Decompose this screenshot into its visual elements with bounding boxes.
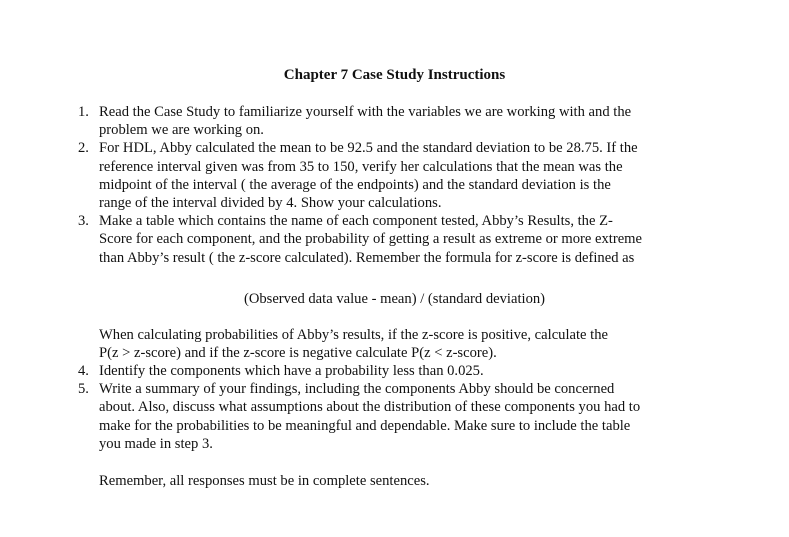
list-item-line: range of the interval divided by 4. Show your calculations. <box>99 195 442 212</box>
list-item-number: 3. <box>78 213 89 230</box>
list-item-line: reference interval given was from 35 to 150, verify her calculations that the mean was the <box>99 158 623 175</box>
list-item-line: Make a table which contains the name of each component tested, Abby’s Results, the Z- <box>99 213 613 230</box>
instruction-list-continued <box>0 362 789 453</box>
list-item-line: than Abby’s result ( the z-score calculated). Remember the formula for z-score is defined as <box>99 249 635 266</box>
document-title: Chapter 7 Case Study Instructions <box>283 67 506 83</box>
list-item-line: make for the probabilities to be meaningful and dependable. Make sure to include the table <box>99 417 631 434</box>
list-item-line: about. Also, discuss what assumptions about the distribution of these components you had to <box>99 399 641 416</box>
list-item <box>0 103 699 139</box>
list-item <box>0 362 699 380</box>
list-item-line: Identify the components which have a probability less than 0.025. <box>99 363 484 379</box>
item-3-continuation <box>99 326 608 362</box>
list-item-number: 5. <box>78 381 89 398</box>
list-item-line: you made in step 3. <box>99 435 213 452</box>
list-item-number: 4. <box>78 363 89 379</box>
list-item <box>0 139 699 212</box>
list-item <box>0 212 699 267</box>
continuation-line: P(z > z-score) and if the z-score is negative calculate P(z < z-score). <box>99 345 497 362</box>
list-item-line: Read the Case Study to familiarize yourself with the variables we are working with and the <box>99 104 632 120</box>
closing-note: Remember, all responses must be in complete sentences. <box>99 473 430 489</box>
list-item <box>0 380 699 453</box>
continuation-line: When calculating probabilities of Abby’s results, if the z-score is positive, calculate the <box>99 327 609 343</box>
list-item-number: 2. <box>78 140 89 157</box>
list-item-line: problem we are working on. <box>99 122 264 139</box>
list-item-line: Write a summary of your findings, including the components Abby should be concerned <box>99 381 615 398</box>
list-item-line: For HDL, Abby calculated the mean to be 92.5 and the standard deviation to be 28.75. If the <box>99 140 638 157</box>
instruction-list <box>0 103 789 267</box>
z-score-formula: (Observed data value - mean) / (standard deviation) <box>243 291 546 307</box>
list-item-line: Score for each component, and the probability of getting a result as extreme or more extreme <box>99 231 643 248</box>
list-item-line: midpoint of the interval ( the average of the endpoints) and the standard deviation is the <box>99 176 611 193</box>
list-item-number: 1. <box>78 104 89 120</box>
